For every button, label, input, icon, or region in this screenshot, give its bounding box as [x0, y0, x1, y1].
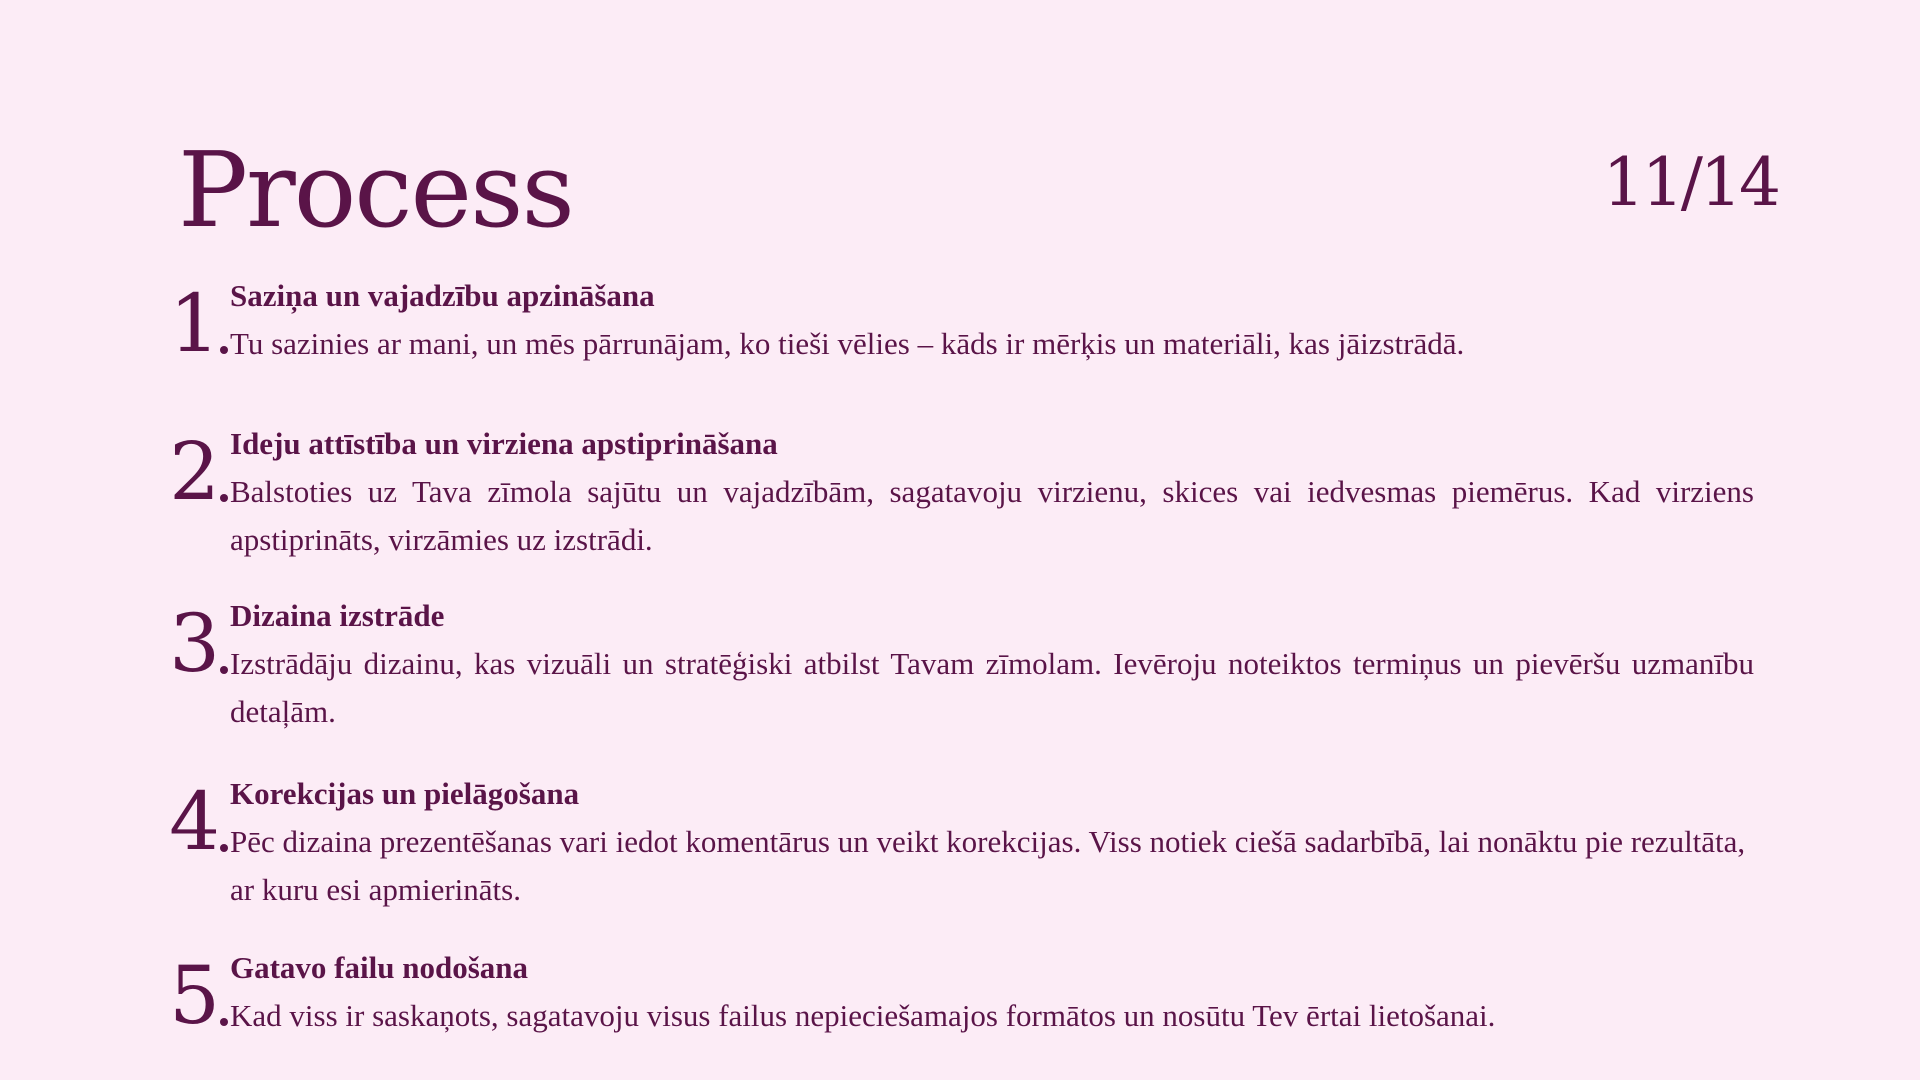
step-description: Pēc dizaina prezentēšanas vari iedot komentārus un veikt korekcijas. Viss notiek ciešā sadarbībā, lai nonāktu pie rezultāta, ar kuru esi apmierināts.	[230, 824, 1746, 907]
page-number: 11/14	[1602, 144, 1778, 221]
step-number-dot	[220, 346, 228, 354]
step-number-dot	[220, 666, 228, 674]
step-number: 2	[169, 425, 220, 518]
step-heading: Dizaina izstrāde	[230, 598, 445, 633]
step-content	[230, 770, 1798, 914]
step-description: Izstrādāju dizainu, kas vizuāli un stratēģiski atbilst Tavam zīmolam. Ievēroju noteiktos termiņus un pievēršu uzmanību detaļām.	[230, 646, 1754, 729]
step-number: 5	[169, 949, 220, 1042]
step-heading: Ideju attīstība un virziena apstiprināšana	[230, 426, 778, 461]
step-description: Kad viss ir saskaņots, sagatavoju visus failus nepieciešamajos formātos un nosūtu Tev ērtai lietošanai.	[230, 998, 1496, 1033]
step-content	[230, 592, 1798, 736]
step-content	[230, 272, 1798, 368]
step-description: Balstoties uz Tava zīmola sajūtu un vajadzībām, sagatavoju virzienu, skices vai iedvesmas piemērus. Kad virziens apstiprināts, virzāmies uz izstrādi.	[230, 474, 1754, 557]
step-number-dot	[220, 1018, 228, 1026]
step-heading: Korekcijas un pielāgošana	[230, 776, 580, 811]
step-number-dot	[220, 494, 228, 502]
step-number: 1	[169, 277, 220, 370]
step-number-dot	[220, 844, 228, 852]
step-number: 3	[169, 597, 220, 690]
step-number: 4	[169, 775, 220, 868]
step-content	[230, 944, 1798, 1040]
page-title: Process	[178, 129, 573, 251]
step-content	[230, 420, 1798, 564]
step-heading: Saziņa un vajadzību apzināšana	[230, 278, 655, 313]
step-heading: Gatavo failu nodošana	[230, 950, 529, 985]
step-description: Tu sazinies ar mani, un mēs pārrunājam, ko tieši vēlies – kāds ir mērķis un materiāli, kas jāizstrādā.	[230, 326, 1465, 361]
